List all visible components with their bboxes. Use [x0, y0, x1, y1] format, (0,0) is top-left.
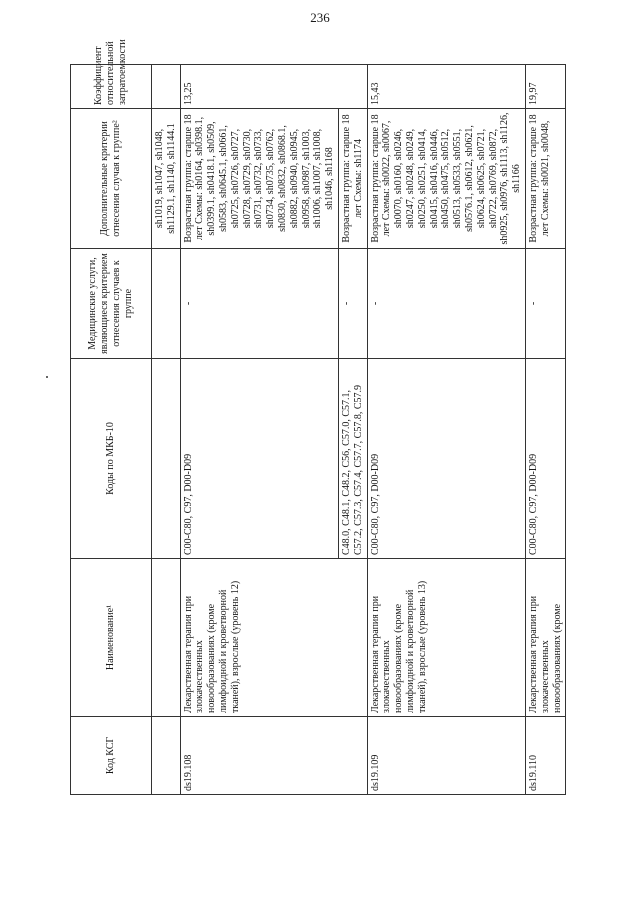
ksg-code-cell: ds19.108	[180, 717, 367, 795]
criteria-cell: Возрастная группа: старше 18 лет Схемы: sh0022, sh0067, sh0070, sh0160, sh0246, sh0247, sh0248, sh0249, sh0250, sh0251, sh0414, sh0415, sh0416, sh0446, sh0450, sh0475, sh0512, sh0513, sh0533, sh0551, sh0576.1, sh0612, sh0621, sh0624, sh0625, sh0721, sh0722, sh0769, sh0872, sh0925, sh0976, sh1113, sh1126, sh1166	[367, 109, 525, 249]
criteria-cell: sh1019, sh1047, sh1048, sh1129.1, sh1140, sh1144.1	[152, 109, 181, 249]
coefficient-cell: 19,97	[525, 65, 565, 109]
table-row	[180, 65, 338, 795]
table-row	[525, 65, 565, 795]
criteria-cell: Возрастная группа: старше 18 лет Схемы: sh0021, sh0048,	[525, 109, 565, 249]
table-row-continuation	[152, 65, 181, 795]
coefficient-cell: 13,25	[180, 65, 367, 109]
ksg-code-cell: ds19.110	[525, 717, 565, 795]
icd-cell: C00-C80, C97, D00-D09	[367, 359, 525, 559]
header-name: Наименование¹	[71, 559, 152, 717]
cell-empty	[152, 249, 181, 359]
header-code: Код КСГ	[71, 717, 152, 795]
name-cell: Лекарственная терапия при злокачественных новообразованиях (кроме	[525, 559, 565, 717]
name-cell: Лекарственная терапия при злокачественных новообразованиях (кроме лимфоидной и кроветворной тканей), взрослые (уровень 12)	[180, 559, 367, 717]
services-cell: -	[367, 249, 525, 359]
rotated-table-container	[70, 39, 590, 795]
name-cell: Лекарственная терапия при злокачественных новообразованиях (кроме лимфоидной и кроветворной тканей), взрослые (уровень 13)	[367, 559, 525, 717]
header-criteria: Дополнительные критерии отнесения случая к группе²	[71, 109, 152, 249]
icd-cell: C00-C80, C97, D00-D09	[180, 359, 338, 559]
services-cell: -	[525, 249, 565, 359]
icd-cell: C00-C80, C97, D00-D09	[525, 359, 565, 559]
ksg-table	[70, 39, 566, 795]
cell-empty	[152, 559, 181, 717]
cell-empty	[152, 359, 181, 559]
scan-speck	[46, 376, 48, 378]
criteria-cell: Возрастная группа: старше 18 лет Схемы: sh1174	[338, 109, 367, 249]
header-services: Медицинские услуги, являющиеся критерием отнесения случаев к группе	[71, 249, 152, 359]
header-coefficient: Коэффициент относительной затратоемкости	[71, 65, 152, 109]
header-icd: Коды по МКБ-10	[71, 359, 152, 559]
icd-cell: C48.0, C48.1, C48.2, C56, C57.0, C57.1, C57.2, C57.3, C57.4, C57.7, C57.8, C57.9	[338, 359, 367, 559]
services-cell: -	[338, 249, 367, 359]
ksg-code-cell: ds19.109	[367, 717, 525, 795]
services-cell: -	[180, 249, 338, 359]
coefficient-cell: 15,43	[367, 65, 525, 109]
table-row	[367, 65, 525, 795]
cell-empty	[152, 717, 181, 795]
page-number: 236	[310, 10, 330, 25]
criteria-cell: Возрастная группа: старше 18 лет Схемы: sh0164, sh0398.1, sh0399.1, sh0418.1, sh0509, sh0583, sh0645.1, sh0661, sh0725, sh0726, sh0727, sh0728, sh0729, sh0730, sh0731, sh0732, sh0733, sh0734, sh0735, sh0762, sh0830, sh0832, sh0868.1, sh0882, sh0940, sh0945, sh0958, sh0987, sh1003, sh1006, sh1007, sh1008, sh1046, sh1168	[180, 109, 338, 249]
cell-empty	[152, 65, 181, 109]
header-row	[71, 65, 152, 795]
